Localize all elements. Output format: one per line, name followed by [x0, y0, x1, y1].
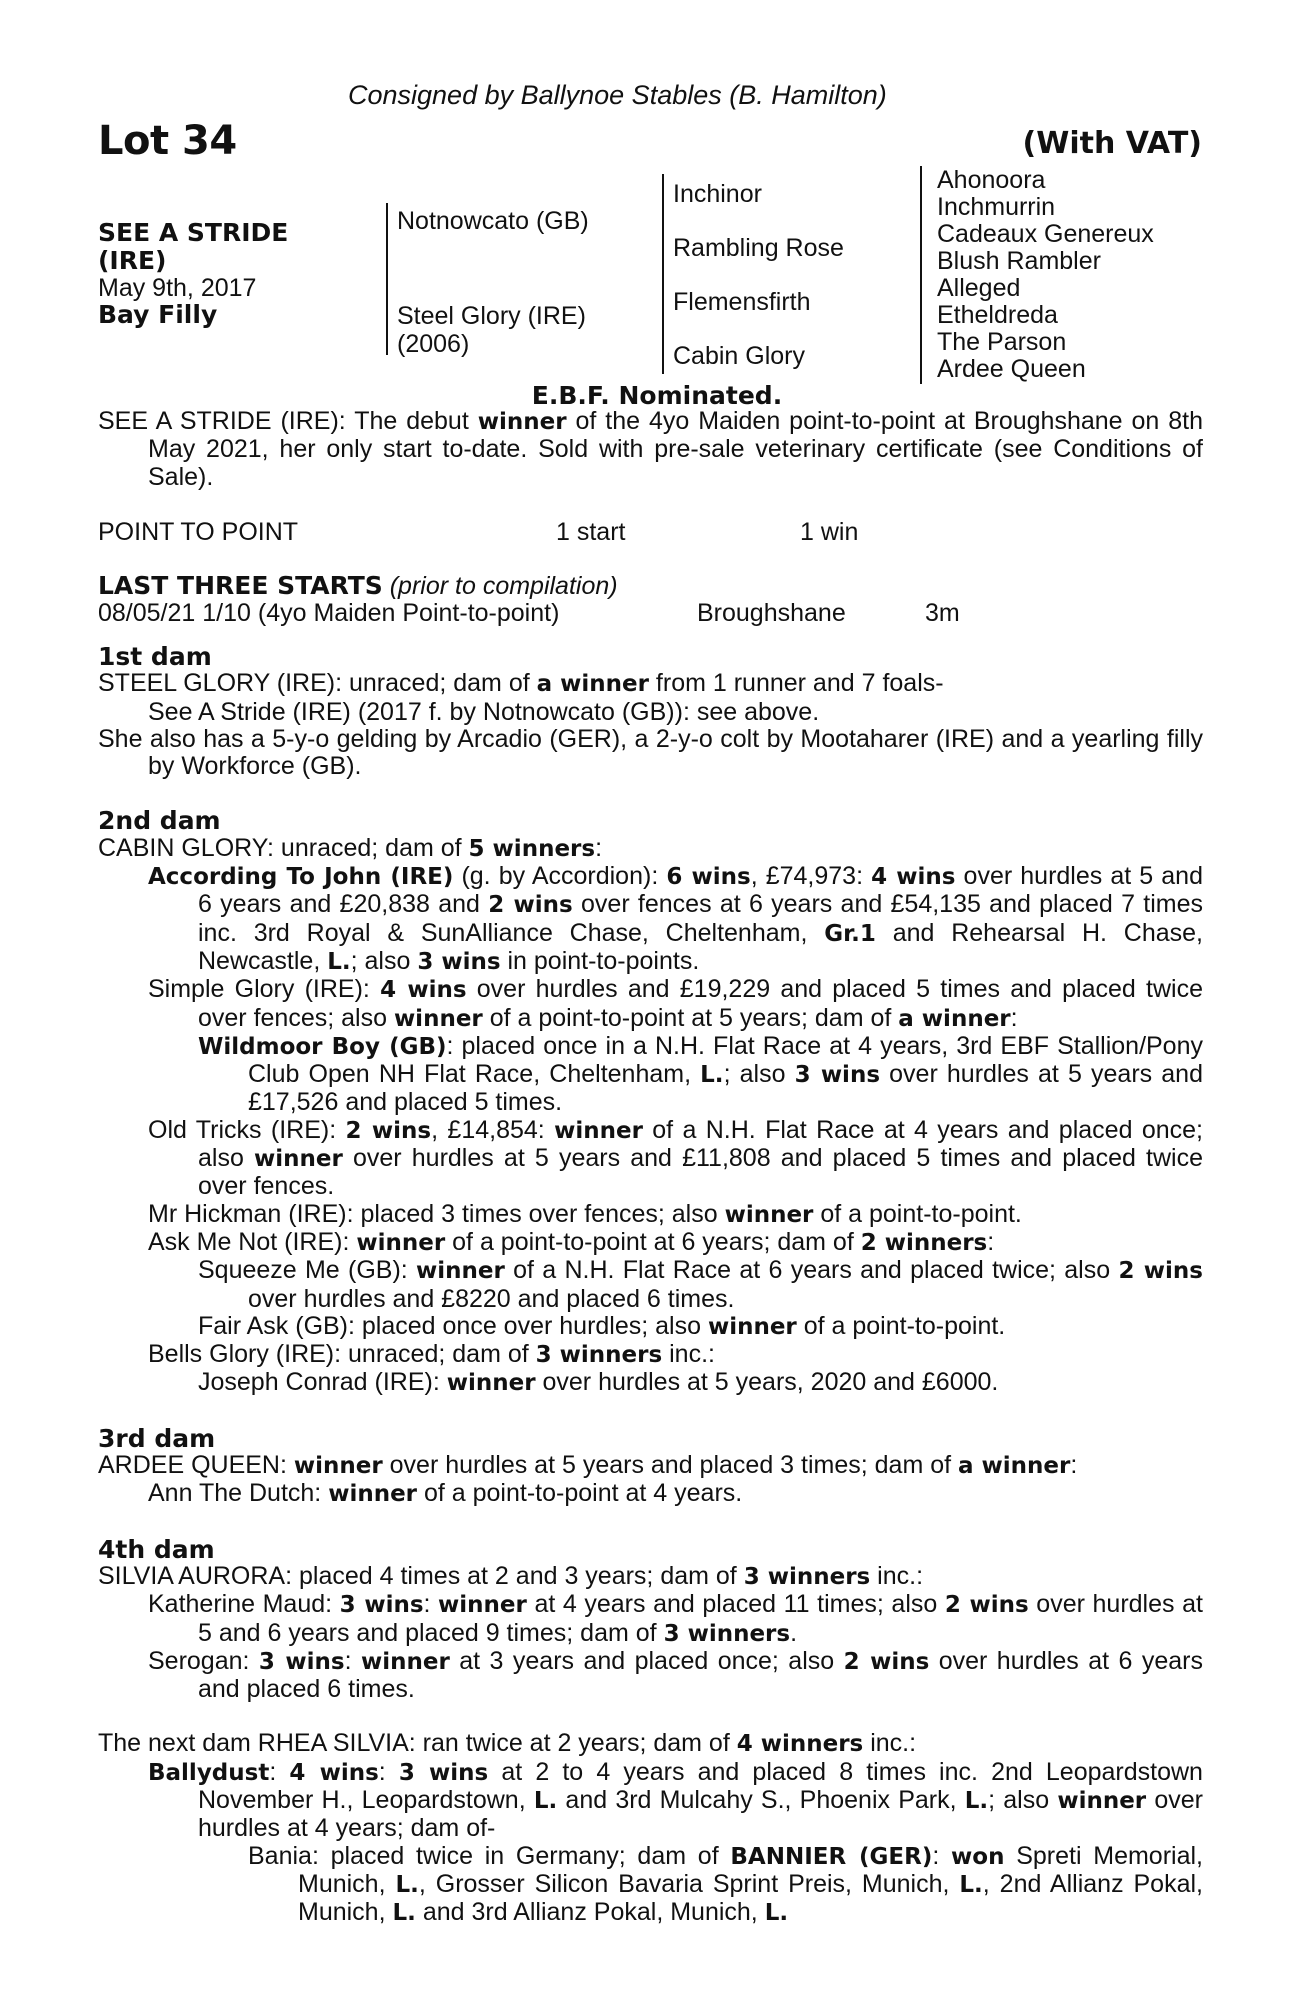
intro-section: [98, 408, 1203, 491]
offspring-katherine-maud: Katherine Maud: 3 wins: winner at 4 years and placed 11 times; also 2 wins over hurdles at 5 and 6 years and placed 9 times; dam of 3 winners.: [148, 1590, 1203, 1647]
second-dam: CABIN GLORY: unraced; dam of 5 winners:: [98, 833, 603, 862]
horse-description: Bay Filly: [98, 300, 218, 329]
dam: Steel Glory (IRE): [397, 302, 586, 330]
race-result: 08/05/21 1/10 (4yo Maiden Point-to-point): [98, 599, 560, 627]
ancestor-4: Blush Rambler: [937, 247, 1101, 275]
vat-note: (With VAT): [1022, 126, 1202, 161]
race-distance: 3m: [925, 599, 960, 627]
grandsire-maternal: Flemensfirth: [673, 288, 811, 316]
offspring-old-tricks: Old Tricks (IRE): 2 wins, £14,854: winner of a N.H. Flat Race at 4 years and placed once; also winner over hurdles at 5 years and £11,808 and placed 5 times and placed twice over fences.: [148, 1115, 1203, 1201]
pedigree-bracket-1: [386, 203, 388, 355]
pedigree-bracket-2: [662, 174, 664, 374]
ancestor-7: The Parson: [937, 328, 1067, 356]
first-dam: STEEL GLORY (IRE): unraced; dam of a winner from 1 runner and 7 foals-: [98, 669, 944, 698]
offspring-ask-me-not: Ask Me Not (IRE): winner of a point-to-point at 6 years; dam of 2 winners:: [148, 1227, 995, 1256]
horse-name-suffix: (IRE): [98, 246, 167, 275]
horse-name: SEE A STRIDE: [98, 218, 289, 247]
dam-lines: [98, 643, 1203, 1927]
offspring-ballydust: Ballydust: 4 wins: 3 wins at 2 to 4 years and placed 8 times inc. 2nd Leopardstown November H., Leopardstown, L. and 3rd Mulcahy S., Phoenix Park, L.; also winner over hurdles at 4 years; dam of-: [148, 1757, 1203, 1843]
second-dam-heading: 2nd dam: [98, 806, 221, 836]
ancestor-6: Etheldreda: [937, 301, 1058, 329]
grandsire-paternal: Inchinor: [673, 180, 762, 208]
granddam-maternal: Cabin Glory: [673, 342, 805, 370]
ptp-wins: 1 win: [800, 518, 859, 546]
intro-paragraph: SEE A STRIDE (IRE): The debut winner of the 4yo Maiden point-to-point at Broughshane on 8th May 2021, her only start to-date. Sold with pre-sale veterinary certificate (see Conditions of Sale).: [98, 407, 1204, 491]
fourth-dam: SILVIA AURORA: placed 4 times at 2 and 3 years; dam of 3 winners inc.:: [98, 1561, 924, 1590]
race-venue: Broughshane: [697, 599, 846, 627]
ancestor-3: Cadeaux Genereux: [937, 220, 1154, 248]
consignor-line: Consigned by Ballynoe Stables (B. Hamilton): [348, 80, 887, 110]
last-three-heading: LAST THREE STARTS (prior to compilation): [98, 571, 618, 600]
offspring-wildmoor-boy: Wildmoor Boy (GB): placed once in a N.H. Flat Race at 4 years, 3rd EBF Stallion/Pony Club Open NH Flat Race, Cheltenham, L.; also 3 wins over hurdles at 5 years and £17,526 and placed 5 times.: [198, 1031, 1203, 1117]
offspring-ann-the-dutch: Ann The Dutch: winner of a point-to-point at 4 years.: [148, 1479, 743, 1508]
ptp-label: POINT TO POINT: [98, 518, 299, 546]
offspring-squeeze-me: Squeeze Me (GB): winner of a N.H. Flat Race at 6 years and placed twice; also 2 wins over hurdles and £8220 and placed 6 times.: [198, 1256, 1203, 1313]
ebf-nominated: E.B.F. Nominated.: [531, 381, 783, 410]
offspring-mr-hickman: Mr Hickman (IRE): placed 3 times over fences; also winner of a point-to-point.: [148, 1199, 1022, 1228]
ancestor-5: Alleged: [937, 274, 1021, 302]
dam-year: (2006): [397, 330, 470, 358]
lot-number: Lot 34: [98, 118, 237, 164]
fourth-dam-heading: 4th dam: [98, 1534, 215, 1564]
third-dam-heading: 3rd dam: [98, 1423, 216, 1453]
offspring-joseph-conrad: Joseph Conrad (IRE): winner over hurdles at 5 years, 2020 and £6000.: [198, 1368, 999, 1397]
ancestor-2: Inchmurrin: [937, 193, 1056, 221]
ptp-starts: 1 start: [556, 518, 626, 546]
pedigree-bracket-3: [920, 166, 922, 384]
first-dam-heading: 1st dam: [98, 642, 212, 671]
ancestor-8: Ardee Queen: [937, 355, 1086, 383]
offspring-according-to-john: According To John (IRE) (g. by Accordion): 6 wins, £74,973: 4 wins over hurdles at 5 and 6 years and £20,838 and 2 wins over fences at 6 years and £54,135 and placed 7 times inc. 3rd Royal & SunAlliance Chase, Cheltenham, Gr.1 and Rehearsal H. Chase, Newcastle, L.; also 3 wins in point-to-points.: [148, 862, 1203, 975]
granddam-paternal: Rambling Rose: [673, 234, 844, 262]
offspring-fair-ask: Fair Ask (GB): placed once over hurdles; also winner of a point-to-point.: [198, 1311, 1006, 1340]
offspring-bania: Bania: placed twice in Germany; dam of BANNIER (GER): won Spreti Memorial, Munich, L., Grosser Silicon Bavaria Sprint Preis, Munich, L., 2nd Allianz Pokal, Munich, L. and 3rd Allianz Pokal, Munich, L.: [248, 1841, 1203, 1927]
first-dam-offspring: See A Stride (IRE) (2017 f. by Notnowcato (GB)): see above.: [148, 697, 820, 726]
first-dam-note: She also has a 5-y-o gelding by Arcadio (GER), a 2-y-o colt by Mootaharer (IRE) and a yearling filly by Workforce (GB).: [98, 724, 1203, 781]
next-dam: The next dam RHEA SILVIA: ran twice at 2 years; dam of 4 winners inc.:: [98, 1729, 917, 1758]
horse-dob: May 9th, 2017: [98, 274, 257, 302]
offspring-serogan: Serogan: 3 wins: winner at 3 years and placed once; also 2 wins over hurdles at 6 years and placed 6 times.: [148, 1646, 1203, 1704]
offspring-bells-glory: Bells Glory (IRE): unraced; dam of 3 winners inc.:: [148, 1340, 715, 1369]
sire: Notnowcato (GB): [397, 207, 589, 235]
third-dam: ARDEE QUEEN: winner over hurdles at 5 years and placed 3 times; dam of a winner:: [98, 1451, 1078, 1480]
offspring-simple-glory: Simple Glory (IRE): 4 wins over hurdles and £19,229 and placed 5 times and placed twice over fences; also winner of a point-to-point at 5 years; dam of a winner:: [148, 975, 1203, 1032]
ancestor-1: Ahonoora: [937, 166, 1046, 194]
